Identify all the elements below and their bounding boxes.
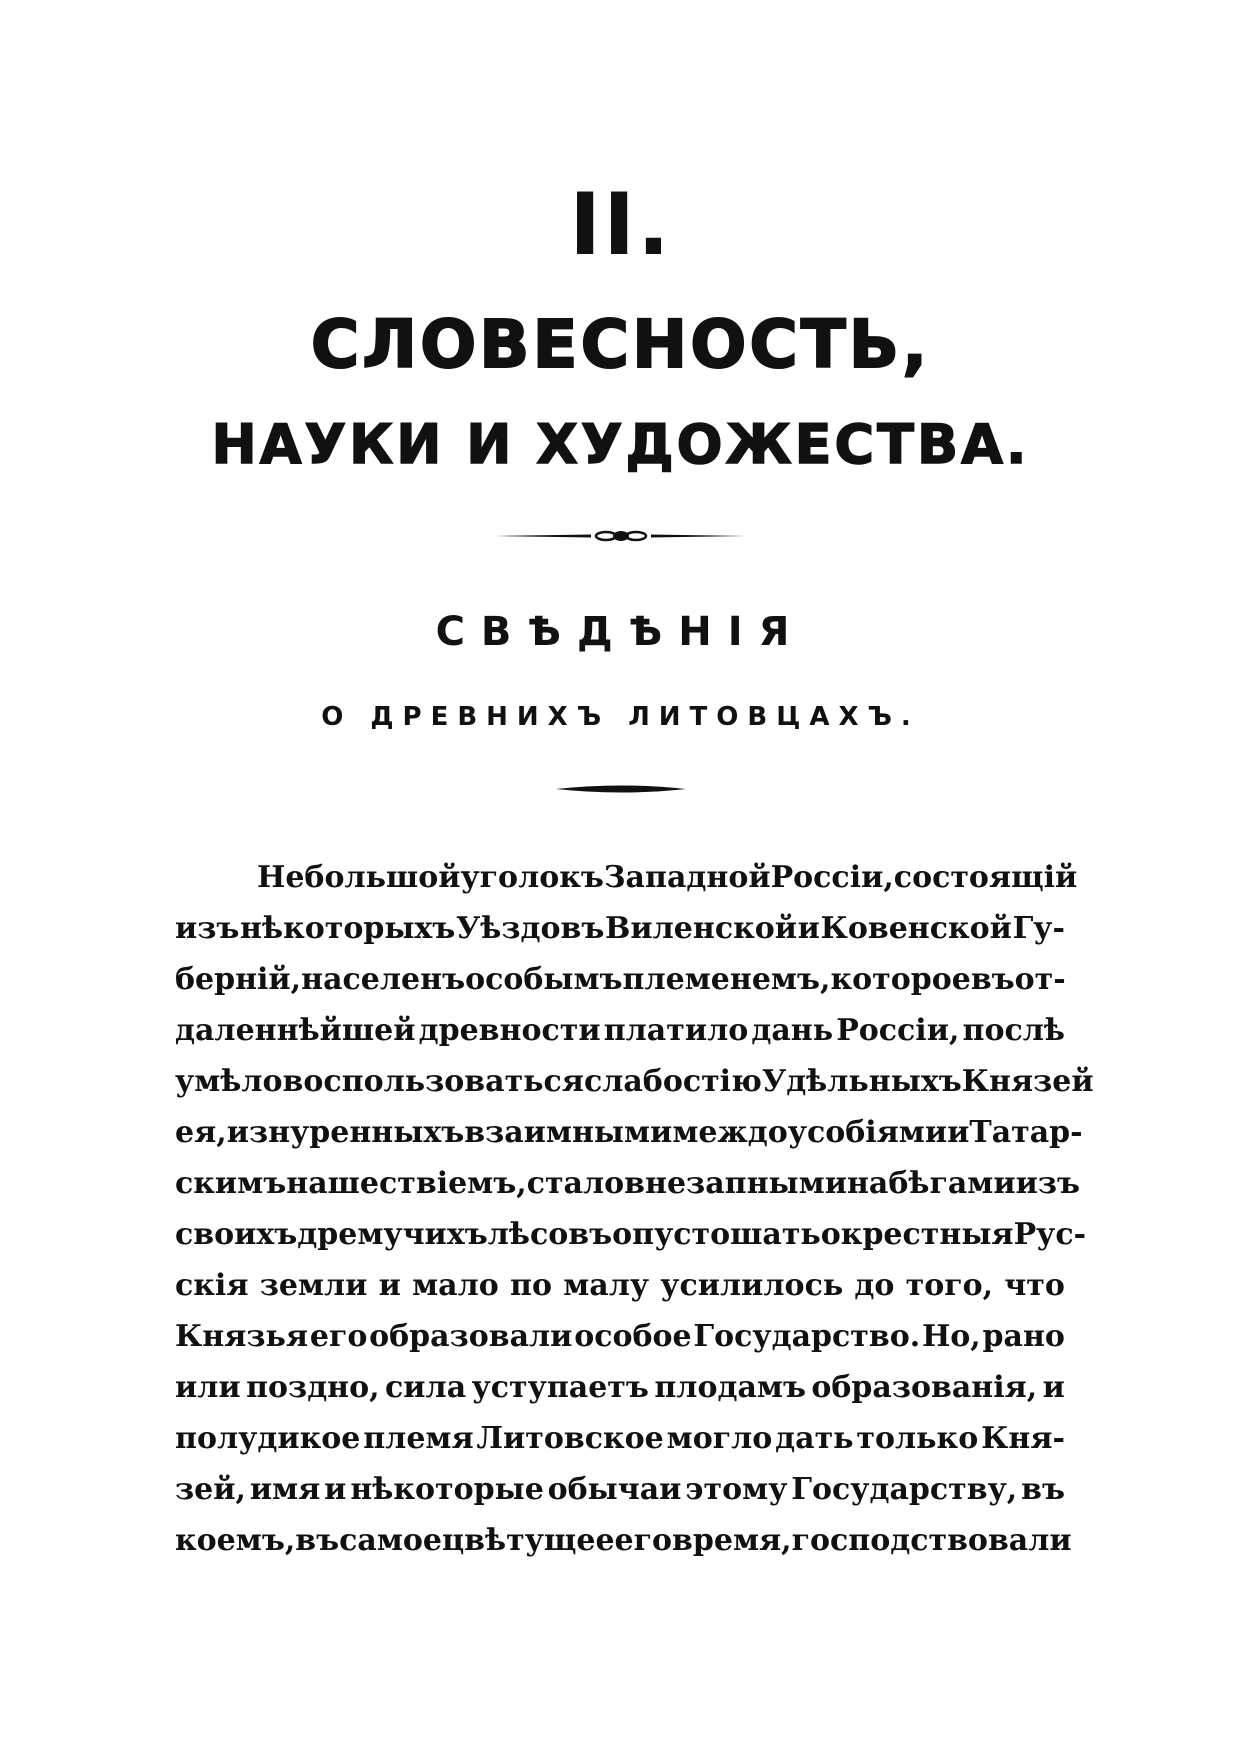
word: ея, — [175, 1115, 227, 1150]
word: Князей — [961, 1064, 1094, 1099]
text-line — [175, 1056, 1094, 1107]
word: берній, — [175, 962, 302, 997]
word: время, — [672, 1523, 792, 1558]
word: полудикое — [175, 1421, 361, 1456]
word: усилилось — [660, 1268, 844, 1303]
word: нашествіемъ, — [286, 1166, 527, 1201]
word: мало — [412, 1268, 499, 1303]
word: от- — [1014, 962, 1066, 997]
article-heading: СВѢДѢНІЯ — [435, 609, 806, 655]
word: нѣкоторые — [350, 1472, 544, 1507]
word: окрестныя — [820, 1217, 1014, 1252]
word: Рус- — [1013, 1217, 1087, 1252]
word: древности — [418, 1013, 601, 1048]
section-number: II. — [569, 175, 672, 275]
word: платило — [603, 1013, 749, 1048]
word: господствовали — [791, 1523, 1072, 1558]
word: изъ — [1015, 1166, 1081, 1201]
word: обычаи — [547, 1472, 682, 1507]
word: въ — [295, 1523, 340, 1558]
word: умѣло — [175, 1064, 283, 1099]
word: взаимными — [464, 1115, 673, 1150]
text-line — [175, 1107, 1083, 1158]
word: и — [947, 1115, 970, 1150]
word: сила — [385, 1370, 467, 1405]
word: и — [324, 1472, 347, 1507]
word: междоусобіями — [672, 1115, 948, 1150]
word: своихъ — [175, 1217, 298, 1252]
word: лѣсовъ — [487, 1217, 613, 1252]
word: въ — [1021, 1472, 1065, 1507]
word: Западной — [603, 860, 771, 895]
word: племя — [363, 1421, 474, 1456]
word: дремучихъ — [297, 1217, 488, 1252]
word: и — [797, 911, 820, 946]
word: Россіи, — [770, 860, 894, 895]
word: Удѣльныхъ — [761, 1064, 962, 1099]
word: коемъ, — [175, 1523, 296, 1558]
word: Государству, — [791, 1472, 1018, 1507]
word: образовали — [369, 1319, 573, 1354]
word: Князья — [175, 1319, 309, 1354]
word: нѣкоторыхъ — [240, 911, 456, 946]
word: или — [175, 1370, 241, 1405]
word: и — [1042, 1370, 1065, 1405]
text-line — [175, 1209, 1087, 1260]
word: Виленской — [605, 911, 798, 946]
word: дать — [775, 1421, 854, 1456]
section-subtitle: НАУКИ И ХУДОЖЕСТВА. — [211, 413, 1030, 476]
text-line — [175, 852, 1078, 903]
word: скія — [175, 1268, 249, 1303]
body-text — [175, 852, 1094, 1566]
word: послѣ — [962, 1013, 1065, 1048]
word: имя — [249, 1472, 321, 1507]
word: которое — [830, 962, 971, 997]
word: малу — [563, 1268, 650, 1303]
text-line — [175, 1158, 1081, 1209]
word: Татар- — [969, 1115, 1083, 1150]
word: слабостію — [583, 1064, 762, 1099]
word: особое — [574, 1319, 692, 1354]
text-line — [175, 1260, 1065, 1311]
word: этому — [685, 1472, 788, 1507]
word: воспользоваться — [282, 1064, 584, 1099]
word: скимъ — [175, 1166, 287, 1201]
word: и — [378, 1268, 401, 1303]
word: опустошать — [612, 1217, 821, 1252]
article-subheading: О ДРЕВНИХЪ ЛИТОВЦАХЪ. — [321, 702, 920, 732]
word: его — [614, 1523, 673, 1558]
word: въ — [970, 962, 1015, 997]
text-line — [175, 1515, 1072, 1566]
word: зей, — [175, 1472, 246, 1507]
text-line — [175, 1311, 1065, 1362]
word: цвѣтущее — [442, 1523, 615, 1558]
word: даленнѣйшей — [175, 1013, 416, 1048]
word: особымъ — [465, 962, 623, 997]
word: самое — [339, 1523, 443, 1558]
word: до — [854, 1268, 895, 1303]
word: состоящій — [893, 860, 1078, 895]
word: набѣгами — [846, 1166, 1016, 1201]
section-title: СЛОВЕСНОСТЬ, — [310, 306, 931, 383]
word: населенъ — [301, 962, 466, 997]
text-line — [175, 1464, 1065, 1515]
word: Кня- — [981, 1421, 1065, 1456]
word: Литовское — [476, 1421, 664, 1456]
word: Государство. — [693, 1319, 921, 1354]
word: изнуренныхъ — [226, 1115, 465, 1150]
word: Но, — [921, 1319, 981, 1354]
word: внезапными — [624, 1166, 847, 1201]
word: Россіи, — [836, 1013, 960, 1048]
word: могло — [666, 1421, 773, 1456]
word: Уѣздовъ — [455, 911, 605, 946]
word: по — [510, 1268, 552, 1303]
word: того, — [905, 1268, 994, 1303]
word: плодамъ — [654, 1370, 806, 1405]
word: Ковенской — [820, 911, 1012, 946]
word: земли — [259, 1268, 368, 1303]
word: только — [856, 1421, 979, 1456]
word: образованія, — [811, 1370, 1038, 1405]
word: изъ — [175, 911, 240, 946]
word: стало — [526, 1166, 625, 1201]
word: Небольшой — [257, 860, 461, 895]
word: рано — [982, 1319, 1065, 1354]
text-line — [175, 1413, 1065, 1464]
word: что — [1004, 1268, 1065, 1303]
word: его — [309, 1319, 368, 1354]
dash-divider — [0, 782, 1241, 796]
text-line — [175, 954, 1065, 1005]
text-line — [175, 1005, 1065, 1056]
word: уголокъ — [460, 860, 604, 895]
word: Гу- — [1012, 911, 1065, 946]
ornament-divider — [0, 528, 1241, 544]
text-line — [175, 903, 1065, 954]
word: племенемъ, — [622, 962, 831, 997]
word: уступаетъ — [471, 1370, 649, 1405]
word: поздно, — [246, 1370, 380, 1405]
word: дань — [751, 1013, 834, 1048]
text-line — [175, 1362, 1065, 1413]
